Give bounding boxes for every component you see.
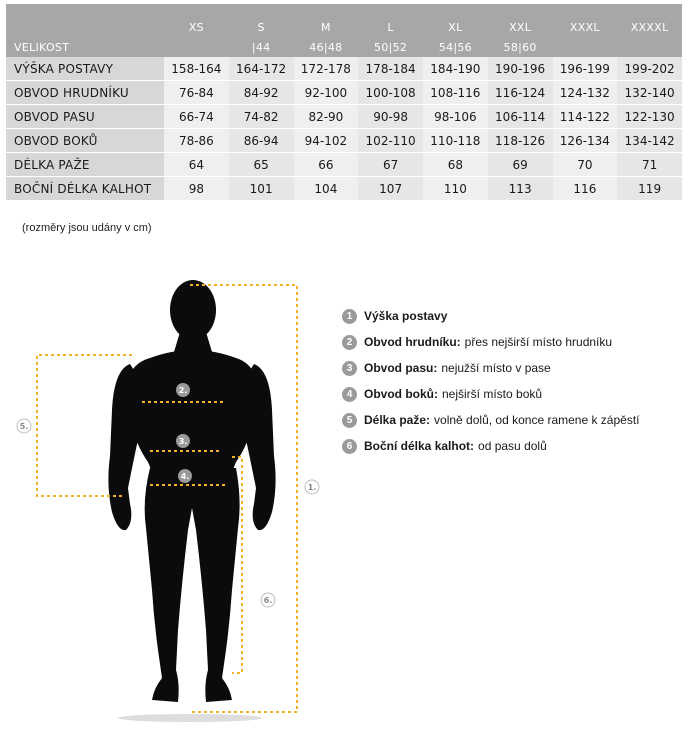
table-cell: 124-132 (553, 81, 618, 105)
legend-item (342, 381, 687, 407)
table-cell: 108-116 (423, 81, 488, 105)
table-cell: 172-178 (294, 57, 359, 81)
marker-6 (261, 593, 275, 607)
table-cell: 76-84 (164, 81, 229, 105)
size-col-l: L (358, 4, 423, 37)
legend-description: přes nejširší místo hrudníku (464, 335, 613, 349)
number-circle-icon: 5 (342, 413, 357, 428)
legend-item (342, 355, 687, 381)
svg-text:2.: 2. (178, 386, 188, 395)
table-row (6, 57, 682, 81)
table-cell: 113 (488, 177, 553, 201)
table-cell: 134-142 (617, 129, 682, 153)
svg-text:3.: 3. (178, 437, 188, 446)
table-cell: 65 (229, 153, 294, 177)
table-cell: 70 (553, 153, 618, 177)
size-col-xxxl: XXXL (553, 4, 618, 37)
size-col-m: M (294, 4, 359, 37)
svg-text:6.: 6. (263, 596, 273, 605)
marker-1 (305, 480, 319, 494)
number-circle-icon: 1 (342, 309, 357, 324)
table-cell: 110 (423, 177, 488, 201)
table-cell: 126-134 (553, 129, 618, 153)
number-circle-icon: 2 (342, 335, 357, 350)
table-cell: 132-140 (617, 81, 682, 105)
table-cell: 110-118 (423, 129, 488, 153)
size-col-xs: XS (164, 4, 229, 37)
table-cell: 190-196 (488, 57, 553, 81)
table-cell: 178-184 (358, 57, 423, 81)
table-cell: 107 (358, 177, 423, 201)
table-cell: 92-100 (294, 81, 359, 105)
eu-size-xl: 54|56 (423, 37, 488, 57)
table-cell: 90-98 (358, 105, 423, 129)
table-cell: 67 (358, 153, 423, 177)
table-cell: 98-106 (423, 105, 488, 129)
table-cell: 199-202 (617, 57, 682, 81)
size-col-xl: XL (423, 4, 488, 37)
units-note: (rozměry jsou udány v cm) (22, 222, 152, 234)
table-cell: 82-90 (294, 105, 359, 129)
table-cell: 119 (617, 177, 682, 201)
table-cell: 98 (164, 177, 229, 201)
number-circle-icon: 4 (342, 387, 357, 402)
table-cell: 101 (229, 177, 294, 201)
table-cell: 69 (488, 153, 553, 177)
row-label: OBVOD BOKŮ (6, 129, 164, 153)
human-silhouette-icon (108, 280, 275, 722)
row-label: OBVOD PASU (6, 105, 164, 129)
table-cell: 122-130 (617, 105, 682, 129)
eu-size-xxxxl (617, 37, 682, 57)
table-cell: 78-86 (164, 129, 229, 153)
eu-size-m: 46|48 (294, 37, 359, 57)
table-row (6, 105, 682, 129)
table-cell: 86-94 (229, 129, 294, 153)
table-row (6, 129, 682, 153)
row-label: DÉLKA PAŽE (6, 153, 164, 177)
number-circle-icon: 6 (342, 439, 357, 454)
table-cell: 118-126 (488, 129, 553, 153)
table-cell: 66 (294, 153, 359, 177)
table-cell: 116-124 (488, 81, 553, 105)
size-header-label: VELIKOST (6, 4, 164, 57)
table-row (6, 81, 682, 105)
legend-term: Obvod hrudníku: (364, 335, 461, 349)
legend-term: Boční délka kalhot: (364, 439, 475, 453)
legend-term: Výška postavy (364, 309, 448, 323)
row-label: VÝŠKA POSTAVY (6, 57, 164, 81)
table-cell: 94-102 (294, 129, 359, 153)
table-cell: 84-92 (229, 81, 294, 105)
legend-item (342, 433, 687, 459)
legend-item (342, 303, 687, 329)
marker-3 (176, 434, 190, 448)
svg-text:5.: 5. (19, 422, 29, 431)
table-cell: 116 (553, 177, 618, 201)
size-col-xxl: XXL (488, 4, 553, 37)
eu-size-s: |44 (229, 37, 294, 57)
table-cell: 196-199 (553, 57, 618, 81)
table-cell: 100-108 (358, 81, 423, 105)
marker-5 (17, 419, 31, 433)
table-cell: 184-190 (423, 57, 488, 81)
table-cell: 74-82 (229, 105, 294, 129)
legend-description: od pasu dolů (478, 439, 547, 453)
number-circle-icon: 3 (342, 361, 357, 376)
marker-2 (176, 383, 190, 397)
legend-item (342, 407, 687, 433)
body-measurement-illustration (0, 260, 340, 730)
table-cell: 68 (423, 153, 488, 177)
eu-size-xxl: 58|60 (488, 37, 553, 57)
eu-size-xxxl (553, 37, 618, 57)
legend-description: nejširší místo boků (442, 387, 543, 401)
table-cell: 164-172 (229, 57, 294, 81)
table-cell: 158-164 (164, 57, 229, 81)
size-col-s: S (229, 4, 294, 37)
table-cell: 104 (294, 177, 359, 201)
marker-4 (178, 469, 192, 483)
eu-size-xs (164, 37, 229, 57)
size-table (6, 4, 682, 201)
measurement-legend (342, 303, 687, 459)
legend-item (342, 329, 687, 355)
table-cell: 66-74 (164, 105, 229, 129)
table-cell: 64 (164, 153, 229, 177)
legend-term: Délka paže: (364, 413, 431, 427)
legend-term: Obvod pasu: (364, 361, 438, 375)
table-cell: 71 (617, 153, 682, 177)
legend-description: volně dolů, od konce ramene k zápěstí (434, 413, 640, 427)
row-label: BOČNÍ DÉLKA KALHOT (6, 177, 164, 201)
eu-size-l: 50|52 (358, 37, 423, 57)
size-col-xxxxl: XXXXL (617, 4, 682, 37)
table-cell: 102-110 (358, 129, 423, 153)
svg-text:4.: 4. (180, 472, 190, 481)
table-row (6, 177, 682, 201)
legend-description: nejužší místo v pase (441, 361, 551, 375)
size-table-body (6, 57, 682, 201)
row-label: OBVOD HRUDNÍKU (6, 81, 164, 105)
table-row (6, 153, 682, 177)
table-cell: 106-114 (488, 105, 553, 129)
legend-term: Obvod boků: (364, 387, 438, 401)
svg-text:1.: 1. (307, 483, 317, 492)
table-cell: 114-122 (553, 105, 618, 129)
